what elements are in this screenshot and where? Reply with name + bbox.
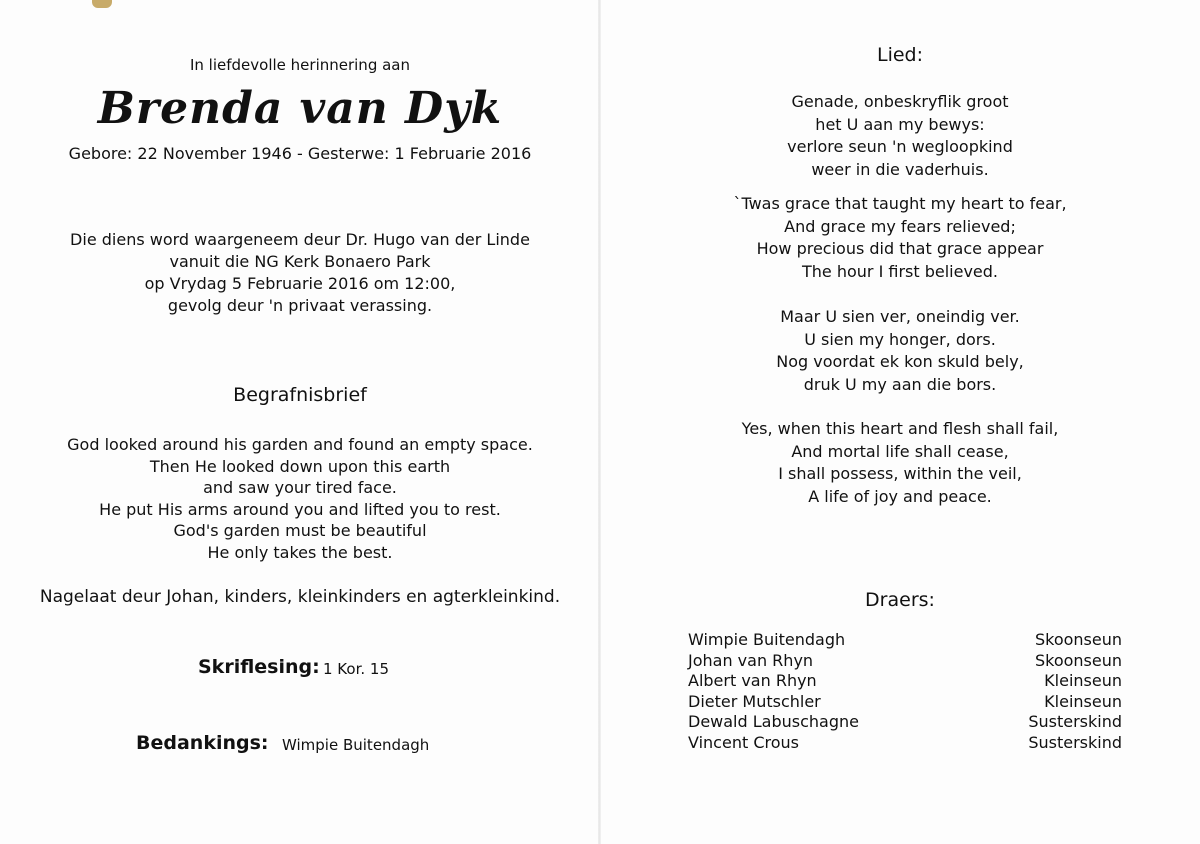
song-verse <box>600 91 1200 181</box>
service-line: op Vrydag 5 Februarie 2016 om 12:00, <box>144 274 456 293</box>
poem-line: and saw your tired face. <box>203 478 397 497</box>
verse-line: Yes, when this heart and flesh shall fail, <box>741 419 1059 438</box>
poem-line: He only takes the best. <box>207 542 393 562</box>
bearer-relation: Skoonseun <box>1034 650 1122 670</box>
bearer-row <box>688 712 1122 733</box>
service-line: gevolg deur 'n privaat verassing. <box>167 296 433 315</box>
verse-line: How precious did that grace appear <box>756 239 1044 258</box>
service-details <box>0 229 600 317</box>
reading-value: 1 Kor. 15 <box>323 660 389 678</box>
song-title: Lied: <box>876 44 923 66</box>
bearer-relation: Susterskind <box>1028 732 1122 752</box>
bearer-row <box>688 692 1122 713</box>
bearer-name: Vincent Crous <box>688 732 799 752</box>
reading-label: Skriflesing: <box>198 656 320 678</box>
bearer-relation: Kleinseun <box>1044 671 1122 690</box>
verse-line: Nog voordat ek kon skuld bely, <box>776 352 1024 371</box>
bearer-relation: Kleinseun <box>1044 691 1122 711</box>
verse-line: druk U my aan die bors. <box>803 374 997 394</box>
verse-line: And mortal life shall cease, <box>791 441 1009 461</box>
bearer-row <box>688 671 1122 692</box>
poem-title: Begrafnisbrief <box>233 384 367 406</box>
song-verse <box>600 306 1200 396</box>
verse-line: A life of joy and peace. <box>808 486 992 506</box>
bearer-name: Albert van Rhyn <box>688 671 817 690</box>
verse-line: het U aan my bewys: <box>815 114 985 134</box>
verse-line: The hour I first believed. <box>801 261 999 281</box>
bearer-name: Johan van Rhyn <box>688 650 814 670</box>
bearer-relation: Susterskind <box>1028 712 1122 731</box>
deceased-name: Brenda van Dyk <box>97 83 503 134</box>
verse-line: `Twas grace that taught my heart to fear, <box>733 194 1067 213</box>
song-verse <box>600 193 1200 283</box>
verse-line: U sien my honger, dors. <box>804 329 996 349</box>
poem <box>0 434 600 563</box>
survived-by: Nagelaat deur Johan, kinders, kleinkinders en agterkleinkind. <box>39 587 561 607</box>
bearer-relation: Skoonseun <box>1034 630 1122 649</box>
bearer-name: Dewald Labuschagne <box>688 712 859 731</box>
song-verse <box>600 418 1200 508</box>
poem-line: God looked around his garden and found an empty space. <box>67 435 533 454</box>
bearer-row <box>688 651 1122 672</box>
verse-line: I shall possess, within the veil, <box>778 464 1022 483</box>
verse-line: And grace my fears relieved; <box>784 216 1016 236</box>
life-dates: Gebore: 22 November 1946 - Gesterwe: 1 Februarie 2016 <box>68 144 532 163</box>
right-page <box>600 0 1200 844</box>
bearers-title: Draers: <box>865 589 935 611</box>
bearers-list <box>688 630 1122 753</box>
thanks-value: Wimpie Buitendagh <box>282 736 430 754</box>
bearer-name: Wimpie Buitendagh <box>688 630 846 649</box>
poem-line: Then He looked down upon this earth <box>149 456 451 476</box>
verse-line: weer in die vaderhuis. <box>811 159 989 179</box>
verse-line: Maar U sien ver, oneindig ver. <box>780 307 1020 326</box>
service-line: vanuit die NG Kerk Bonaero Park <box>169 252 431 271</box>
bearer-name: Dieter Mutschler <box>688 691 821 711</box>
verse-line: verlore seun 'n wegloopkind <box>787 137 1013 156</box>
bearer-row <box>688 630 1122 651</box>
verse-line: Genade, onbeskryflik groot <box>791 92 1009 111</box>
poem-line: God's garden must be beautiful <box>173 521 427 540</box>
poem-line: He put His arms around you and lifted you to rest. <box>99 499 501 519</box>
thanks-label: Bedankings: <box>136 732 269 754</box>
service-line: Die diens word waargeneem deur Dr. Hugo van der Linde <box>70 230 530 249</box>
intro-line: In liefdevolle herinnering aan <box>189 56 410 74</box>
bearer-row <box>688 733 1122 754</box>
